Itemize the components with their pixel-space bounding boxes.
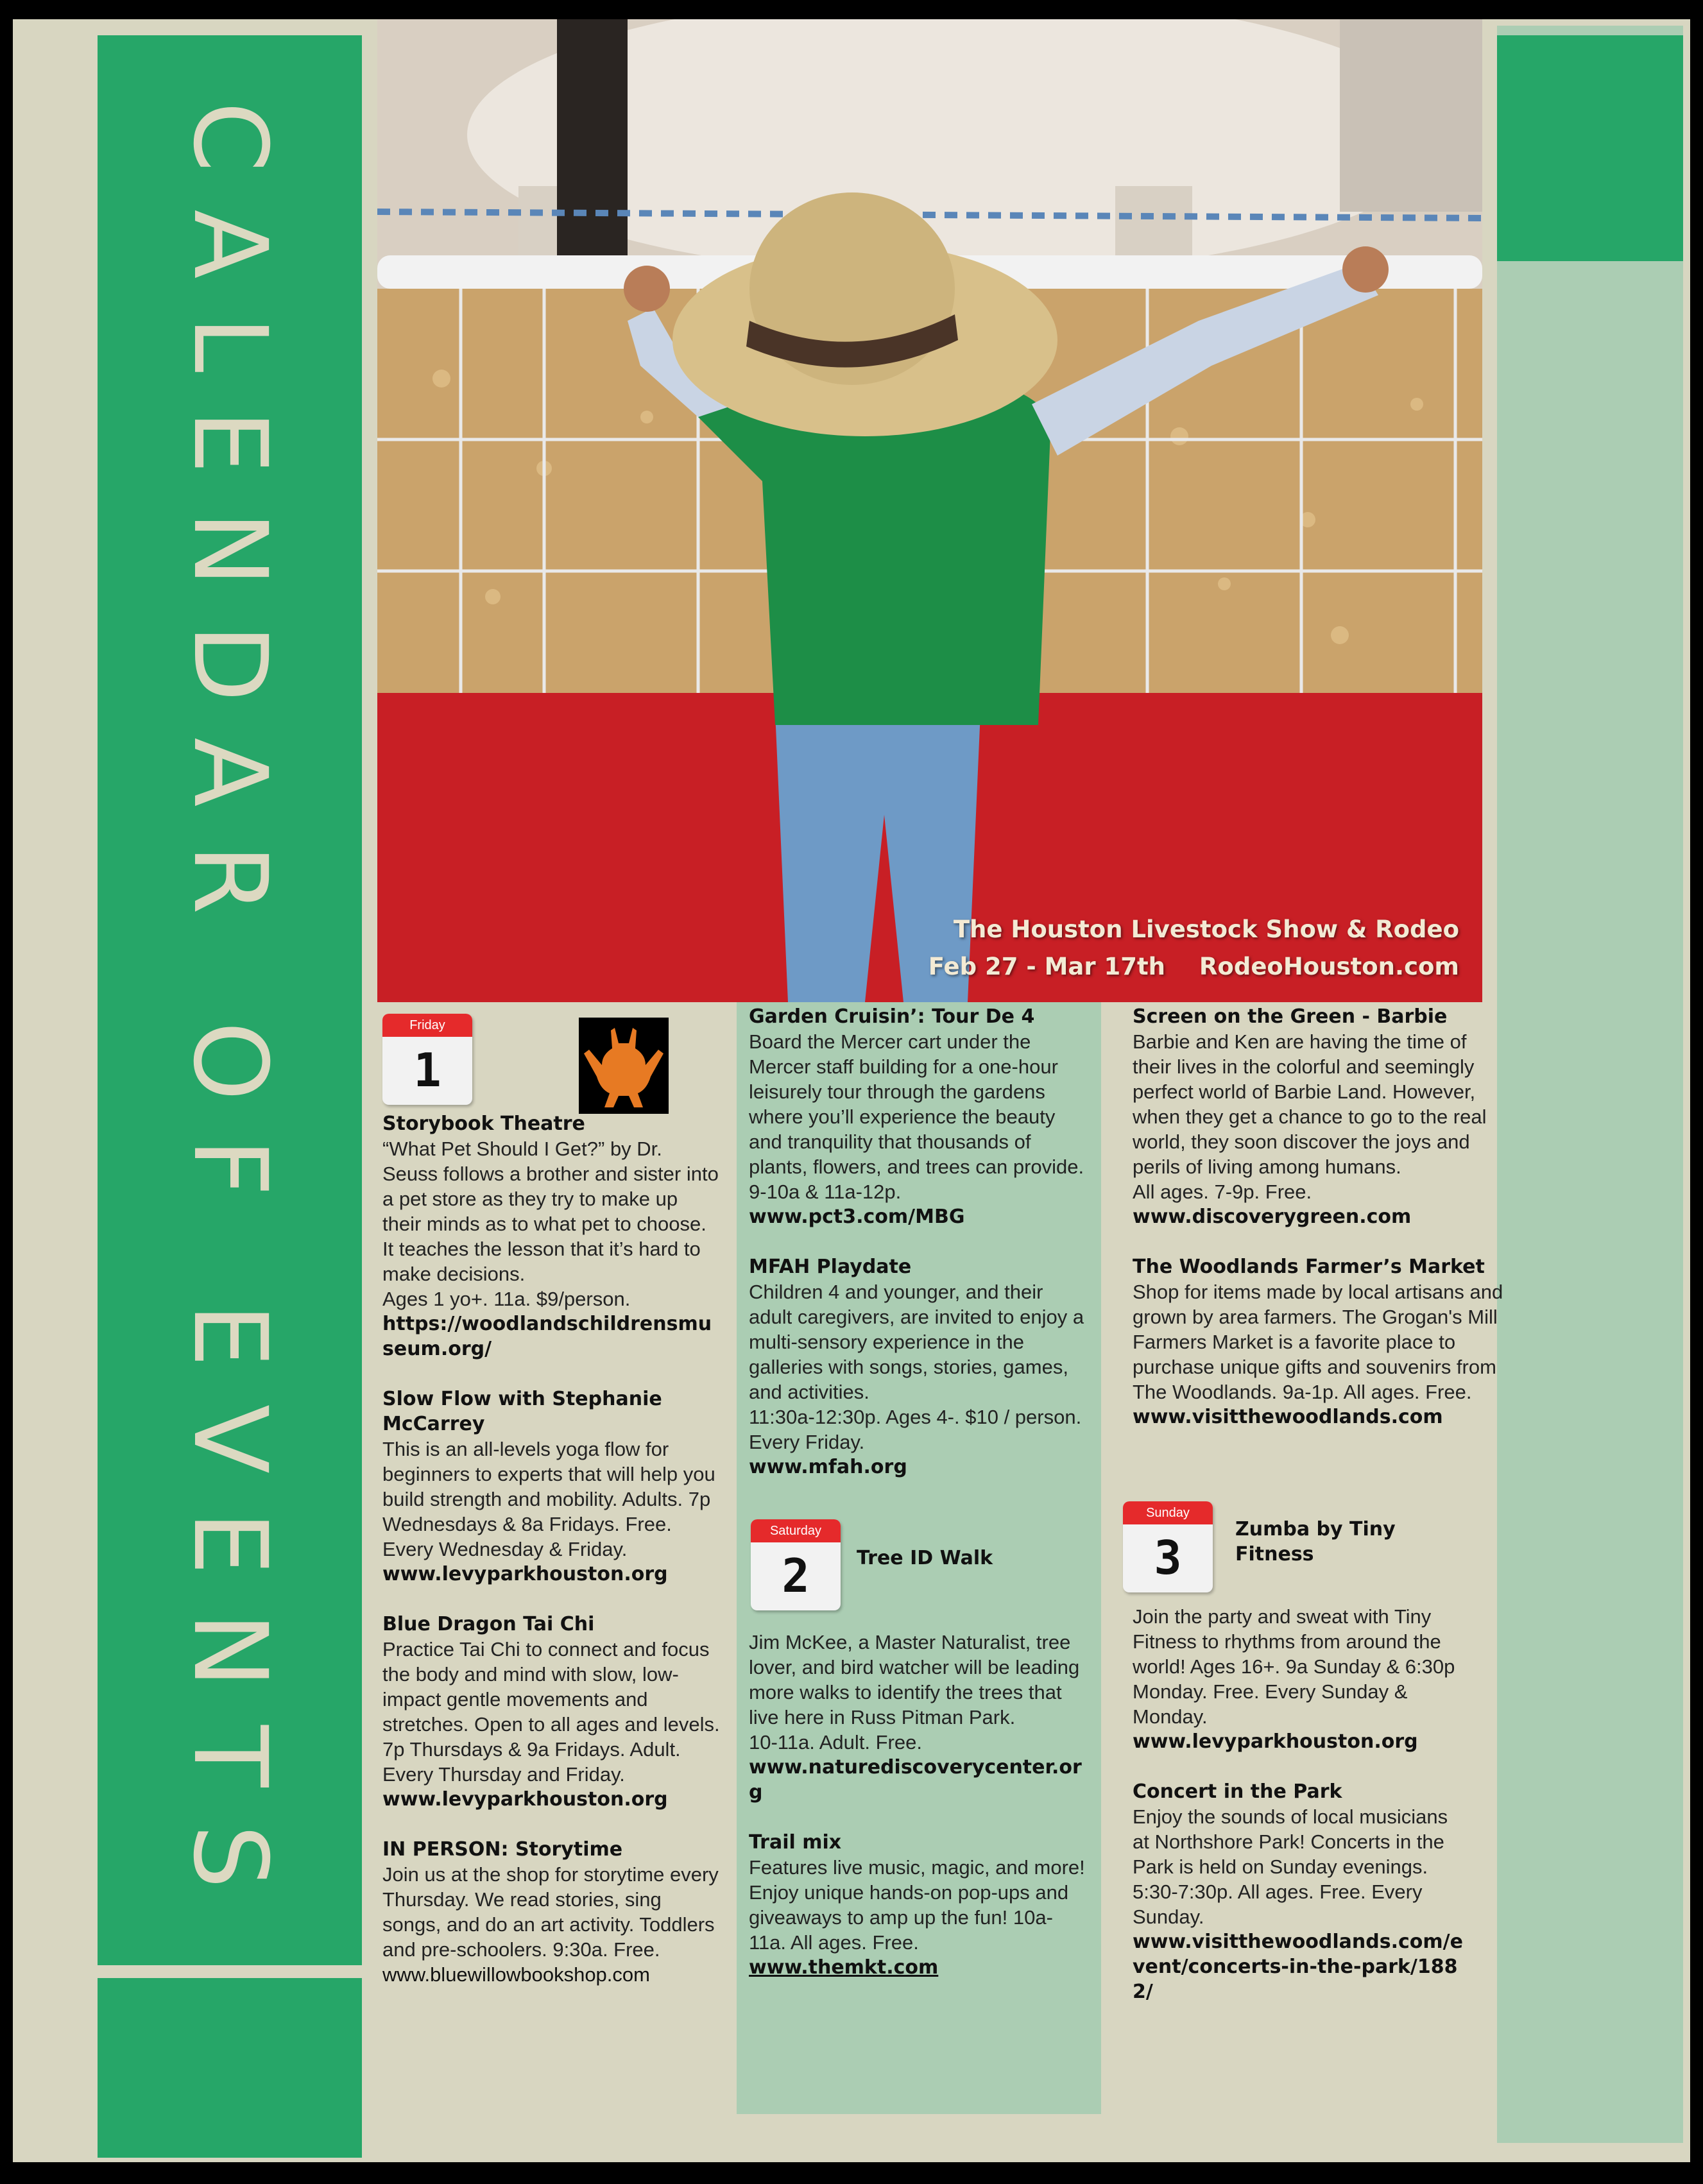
- event-title: MFAH Playdate: [749, 1256, 912, 1278]
- event-link[interactable]: www.visitthewoodlands.com/event/concerts-in-the-park/1882/: [1133, 1931, 1463, 2003]
- event-title: IN PERSON: Storytime: [382, 1838, 623, 1861]
- hero-caption-title: The Houston Livestock Show & Rodeo: [953, 916, 1459, 943]
- events-column-3: [1133, 1004, 1505, 1429]
- event-description: Features live music, magic, and more! Enjoy unique hands-on pop-ups and giveaways to amp up the fun! 10a-11a. All ages. Free.: [749, 1856, 1085, 1954]
- calendar-badge-day-1: [382, 1014, 472, 1105]
- event-item: [749, 1254, 1089, 1480]
- calendar-weekday: Saturday: [751, 1519, 841, 1542]
- event-item: [382, 1837, 721, 1987]
- event-title-zumba: Zumba by Tiny Fitness: [1235, 1518, 1396, 1565]
- event-link[interactable]: https://woodlandschildrensmuseum.org/: [382, 1313, 712, 1360]
- calendar-day-number: 1: [413, 1043, 441, 1097]
- event-title: Concert in the Park: [1133, 1780, 1342, 1803]
- event-item: [749, 1630, 1089, 1805]
- events-column-2: [749, 1004, 1089, 1480]
- event-item: [1133, 1254, 1505, 1429]
- event-title-tree-id-walk: Tree ID Walk: [857, 1547, 993, 1569]
- calendar-day-number: 3: [1154, 1531, 1182, 1585]
- event-link[interactable]: www.visitthewoodlands.com: [1133, 1406, 1443, 1428]
- event-title: Trail mix: [749, 1831, 842, 1854]
- event-title: Blue Dragon Tai Chi: [382, 1613, 595, 1635]
- right-decorative-column: [1497, 26, 1683, 2143]
- event-title: Slow Flow with Stephanie McCarrey: [382, 1388, 662, 1435]
- calendar-badge-day-3: [1123, 1501, 1213, 1592]
- event-link[interactable]: www.levyparkhouston.org: [1133, 1730, 1418, 1753]
- events-column-3-lower: [1133, 1604, 1466, 2004]
- hero-caption-website[interactable]: RodeoHouston.com: [1199, 953, 1459, 980]
- event-link[interactable]: www.levyparkhouston.org: [382, 1563, 668, 1585]
- event-description: Children 4 and younger, and their adult caregivers, are invited to enjoy a multi-sensory experience in the galleries with songs, stories, games, and activities. 11:30a-12:30p. Ages 4-. $10 / person. Every Friday.: [749, 1281, 1084, 1453]
- events-column-1: [382, 1111, 721, 1987]
- event-description: Barbie and Ken are having the time of their lives in the colorful and seemingly perfect world of Barbie Land. However, when they get a chance to go to the real world, they soon discover the joys and perils of living among humans. All ages. 7-9p. Free.: [1133, 1030, 1487, 1203]
- event-description: “What Pet Should I Get?” by Dr. Seuss follows a brother and sister into a pet store as they try to make up their minds as to what pet to choose. It teaches the lesson that it’s hard to make decisions. Ages 1 yo+. 11a. $9/person.: [382, 1138, 719, 1310]
- event-description: This is an all-levels yoga flow for beginners to experts that will help you build strength and mobility. Adults. 7p Wednesdays & 8a Fridays. Free. Every Wednesday & Friday.: [382, 1438, 715, 1560]
- event-link[interactable]: www.mfah.org: [749, 1456, 907, 1478]
- event-link[interactable]: www.themkt.com: [749, 1956, 939, 1979]
- sidebar-footer-block: [98, 1978, 362, 2158]
- hero-caption-dates: Feb 27 - Mar 17th: [928, 953, 1166, 980]
- event-title: Storybook Theatre: [382, 1113, 585, 1135]
- event-link[interactable]: www.discoverygreen.com: [1133, 1206, 1412, 1228]
- rabbit-silhouette-icon: [579, 1018, 669, 1114]
- events-column-2-lower: [749, 1630, 1089, 1980]
- event-title: Screen on the Green - Barbie: [1133, 1005, 1448, 1028]
- hero-caption: [929, 911, 1459, 985]
- calendar-day-number: 2: [782, 1549, 810, 1603]
- event-link[interactable]: www.naturediscoverycenter.org: [749, 1756, 1082, 1804]
- event-item: [749, 1830, 1089, 1980]
- event-link[interactable]: www.bluewillowbookshop.com: [382, 1963, 650, 1986]
- hero-photo: [377, 19, 1482, 1002]
- hero-illustration: [377, 19, 1482, 1002]
- event-description: Jim McKee, a Master Naturalist, tree lover, and bird watcher will be leading more walks to identify the trees that live here in Russ Pitman Park. 10-11a. Adult. Free.: [749, 1631, 1080, 1753]
- event-item: [382, 1386, 721, 1587]
- event-link[interactable]: www.levyparkhouston.org: [382, 1788, 668, 1811]
- event-title: The Woodlands Farmer’s Market: [1133, 1256, 1485, 1278]
- calendar-badge-day-2: [751, 1519, 841, 1610]
- calendar-weekday: Sunday: [1123, 1501, 1213, 1524]
- event-item: [382, 1111, 721, 1361]
- page-title: CALENDAR OF EVENTS: [171, 101, 289, 1926]
- event-description: Join the party and sweat with Tiny Fitness to rhythms from around the world! Ages 16+. 9a Sunday & 6:30p Monday. Free. Every Sunday & Monday.: [1133, 1605, 1455, 1728]
- event-item: [382, 1612, 721, 1812]
- calendar-weekday: Friday: [382, 1014, 472, 1037]
- event-item: [1133, 1604, 1466, 1754]
- event-item: [1133, 1004, 1505, 1229]
- event-description: Enjoy the sounds of local musicians at Northshore Park! Concerts in the Park is held on Sunday evenings. 5:30-7:30p. All ages. Free. Every Sunday.: [1133, 1805, 1448, 1928]
- event-description: Join us at the shop for storytime every Thursday. We read stories, sing songs, and do an art activity. Toddlers and pre-schoolers. 9:30a. Free.: [382, 1863, 719, 1961]
- event-description: Practice Tai Chi to connect and focus the body and mind with slow, low-impact gentle movements and stretches. Open to all ages and levels. 7p Thursdays & 9a Fridays. Adult. Every Thursday and Friday.: [382, 1638, 720, 1786]
- logo-box: [579, 1018, 669, 1114]
- event-description: Shop for items made by local artisans and grown by area farmers. The Grogan's Mill Farmers Market is a favorite place to purchase unique gifts and souvenirs from The Woodlands. 9a-1p. All ages. Free.: [1133, 1281, 1503, 1403]
- event-item: [749, 1004, 1089, 1229]
- event-item: [1133, 1779, 1466, 2004]
- event-link[interactable]: www.pct3.com/MBG: [749, 1206, 965, 1228]
- event-description: Board the Mercer cart under the Mercer staff building for a one-hour leisurely tour through the gardens where you’ll experience the beauty and tranquility that thousands of plants, flowers, and trees can provide. 9-10a & 11a-12p.: [749, 1030, 1084, 1203]
- event-title: Garden Cruisin’: Tour De 4: [749, 1005, 1035, 1028]
- right-accent-block: [1497, 35, 1683, 261]
